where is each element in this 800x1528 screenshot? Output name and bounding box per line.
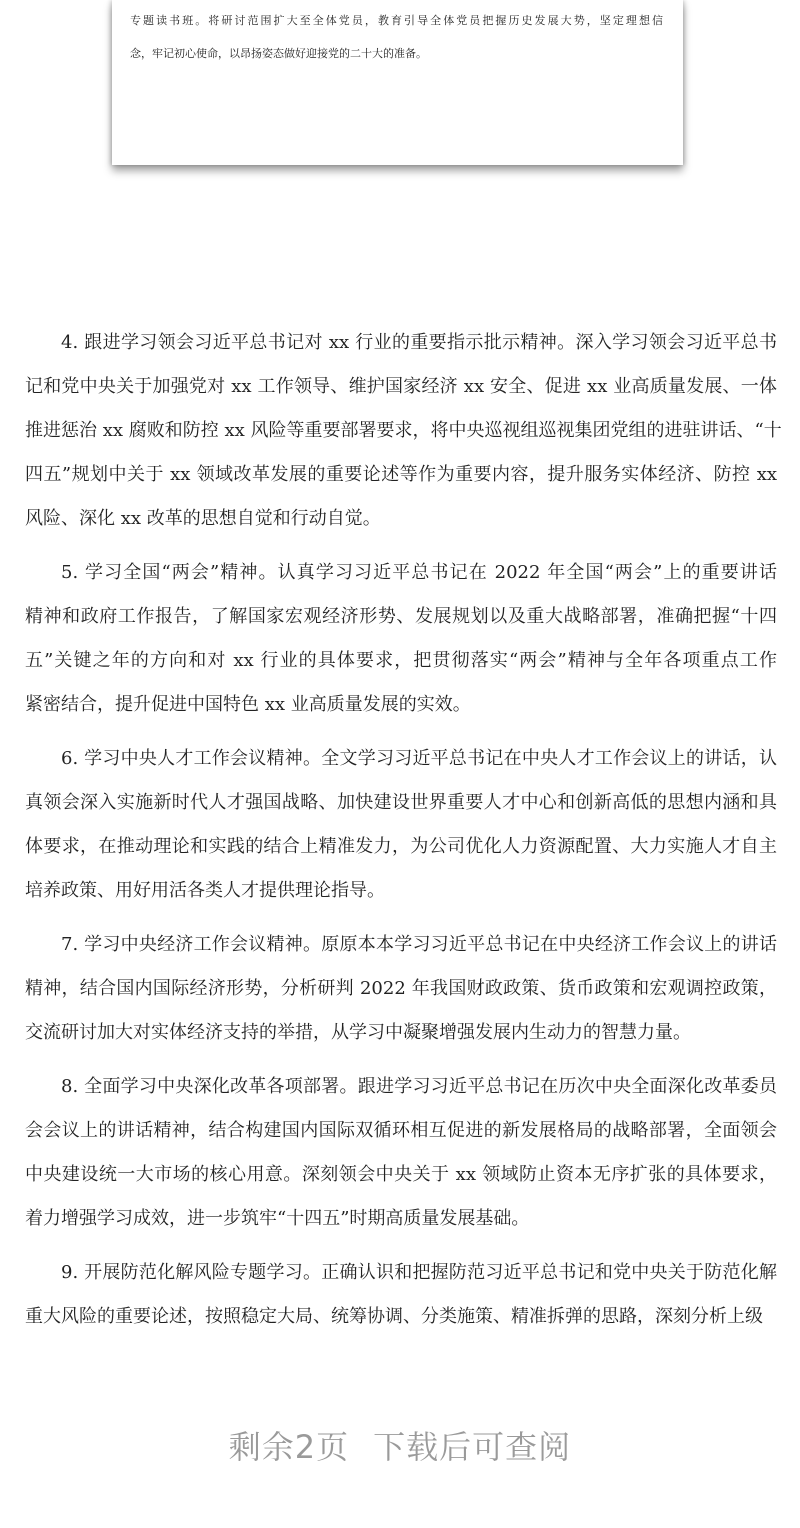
paragraph-line: 精神，结合国内国际经济形势，分析研判 2022 年我国财政政策、货币政策和宏观调控政策， [25,978,777,999]
paragraph-line: 紧密结合，提升促进中国特色 xx 业高质量发展的实效。 [25,694,471,715]
paragraph-line: 精神和政府工作报告，了解国家宏观经济形势、发展规划以及重大战略部署，准确把握“十四 [25,606,777,627]
paragraph-9 [25,1256,777,1344]
card-line: 念，牢记初心使命，以昂扬姿态做好迎接党的二十大的准备。 [130,47,427,60]
paragraph-line: 7. 学习中央经济工作会议精神。原原本本学习习近平总书记在中央经济工作会议上的讲话 [61,934,777,955]
paragraph-line: 真领会深入实施新时代人才强国战略、加快建设世界重要人才中心和创新高低的思想内涵和具 [25,792,777,813]
previous-page-card [112,0,683,165]
remaining-pages-text: 剩余2页 [228,1428,350,1466]
download-banner[interactable] [0,1422,800,1468]
paragraph-line: 风险、深化 xx 改革的思想自觉和行动自觉。 [25,508,381,529]
paragraph-line: 重大风险的重要论述，按照稳定大局、统筹协调、分类施策、精准拆弹的思路，深刻分析上级 [25,1306,763,1327]
paragraph-line: 交流研讨加大对实体经济支持的举措，从学习中凝聚增强发展内生动力的智慧力量。 [25,1022,691,1043]
paragraph-6 [25,742,777,918]
paragraph-line: 6. 学习中央人才工作会议精神。全文学习习近平总书记在中央人才工作会议上的讲话，认 [61,748,777,769]
paragraph-line: 会会议上的讲话精神，结合构建国内国际双循环相互促进的新发展格局的战略部署，全面领会 [25,1120,777,1141]
paragraph-line: 五”关键之年的方向和对 xx 行业的具体要求，把贯彻落实“两会”精神与全年各项重点工作 [25,650,777,671]
paragraph-line: 推进惩治 xx 腐败和防控 xx 风险等重要部署要求，将中央巡视组巡视集团党组的进驻讲话、“十 [25,420,782,441]
card-line: 专题读书班。将研讨范围扩大至全体党员，教育引导全体党员把握历史发展大势，坚定理想信 [130,14,663,27]
paragraph-line: 培养政策、用好用活各类人才提供理论指导。 [25,880,385,901]
paragraph-line: 四五”规划中关于 xx 领域改革发展的重要论述等作为重要内容，提升服务实体经济、防控 xx [25,464,777,485]
paragraph-line: 记和党中央关于加强党对 xx 工作领导、维护国家经济 xx 安全、促进 xx 业高质量发展、一体 [25,376,777,397]
paragraph-7 [25,928,777,1060]
paragraph-line: 中央建设统一大市场的核心用意。深刻领会中央关于 xx 领域防止资本无序扩张的具体要求， [25,1164,777,1185]
paragraph-line: 体要求，在推动理论和实践的结合上精准发力，为公司优化人力资源配置、大力实施人才自主 [25,836,777,857]
paragraph-line: 8. 全面学习中央深化改革各项部署。跟进学习习近平总书记在历次中央全面深化改革委员 [61,1076,777,1097]
paragraph-8 [25,1070,777,1246]
paragraph-line: 5. 学习全国“两会”精神。认真学习习近平总书记在 2022 年全国“两会”上的重要讲话 [61,562,777,583]
paragraph-line: 9. 开展防范化解风险专题学习。正确认识和把握防范习近平总书记和党中央关于防范化解 [61,1262,777,1283]
download-to-view-text[interactable]: 下载后可查阅 [373,1428,572,1466]
document-body [25,326,782,1354]
paragraph-line: 4. 跟进学习领会习近平总书记对 xx 行业的重要指示批示精神。深入学习领会习近平总书 [61,332,777,353]
paragraph-4 [25,326,782,546]
paragraph-5 [25,556,777,732]
paragraph-line: 着力增强学习成效，进一步筑牢“十四五”时期高质量发展基础。 [25,1208,530,1229]
